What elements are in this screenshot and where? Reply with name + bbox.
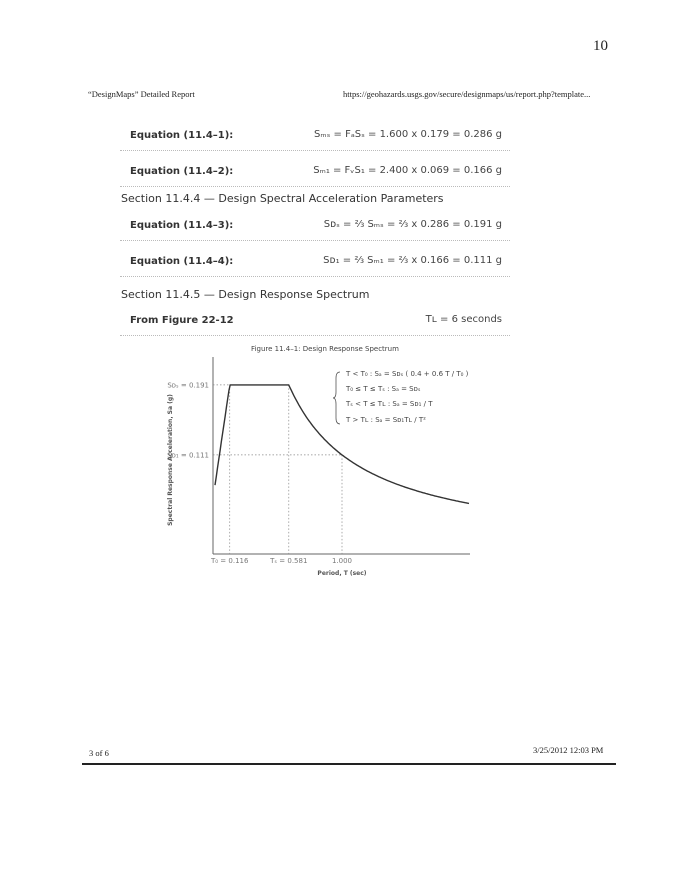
x-tick-label: 1.000 bbox=[331, 557, 353, 565]
figure-ref-label: From Figure 22-12 bbox=[130, 315, 234, 326]
chart-annotation: T₀ ≤ T ≤ Tₛ : Sₐ = Sᴅₛ bbox=[346, 385, 421, 393]
y-tick-label: Sᴅ₁ = 0.111 bbox=[167, 451, 209, 460]
equation-value: Sₘₛ = FₐSₛ = 1.600 x 0.179 = 0.286 g bbox=[314, 129, 502, 140]
x-tick-label: T₀ = 0.116 bbox=[211, 557, 249, 565]
section-heading: Section 11.4.4 — Design Spectral Acceleration Parameters bbox=[121, 192, 444, 205]
figure-ref-value: Tʟ = 6 seconds bbox=[425, 314, 502, 325]
chart-annotation: T > Tʟ : Sₐ = Sᴅ₁Tʟ / T² bbox=[346, 416, 426, 424]
equation-value: Sₘ₁ = FᵥS₁ = 2.400 x 0.069 = 0.166 g bbox=[313, 165, 502, 176]
equation-label: Equation (11.4–4): bbox=[130, 256, 234, 267]
equation-brace bbox=[333, 372, 340, 424]
x-tick-label: Tₛ = 0.581 bbox=[270, 557, 308, 565]
equation-label: Equation (11.4–1): bbox=[130, 130, 234, 141]
chart-annotation: T < T₀ : Sₐ = Sᴅₛ ( 0.4 + 0.6 T / T₀ ) bbox=[346, 370, 469, 378]
y-tick-label: Sᴅₛ = 0.191 bbox=[167, 381, 209, 390]
footer-rule bbox=[82, 763, 616, 765]
y-axis-label: Spectral Response Acceleration, Sa (g) bbox=[167, 394, 174, 526]
print-timestamp: 3/25/2012 12:03 PM bbox=[533, 745, 604, 755]
equation-label: Equation (11.4–3): bbox=[130, 220, 234, 231]
equation-value: Sᴅ₁ = ⅔ Sₘ₁ = ⅔ x 0.166 = 0.111 g bbox=[323, 255, 502, 266]
section-heading: Section 11.4.5 — Design Response Spectrum bbox=[121, 288, 370, 301]
report-url: https://geohazards.usgs.gov/secure/designmaps/us/report.php?template... bbox=[343, 89, 591, 99]
page-number: 10 bbox=[593, 38, 608, 54]
x-axis-label: Period, T (sec) bbox=[317, 570, 367, 577]
chart-annotation: Tₛ < T ≤ Tʟ : Sₐ = Sᴅ₁ / T bbox=[346, 400, 433, 408]
equation-value: Sᴅₛ = ⅔ Sₘₛ = ⅔ x 0.286 = 0.191 g bbox=[323, 219, 502, 230]
report-title: “DesignMaps” Detailed Report bbox=[88, 89, 195, 99]
equation-label: Equation (11.4–2): bbox=[130, 166, 234, 177]
page-of: 3 of 6 bbox=[89, 748, 109, 758]
chart-title: Figure 11.4–1: Design Response Spectrum bbox=[251, 345, 399, 353]
